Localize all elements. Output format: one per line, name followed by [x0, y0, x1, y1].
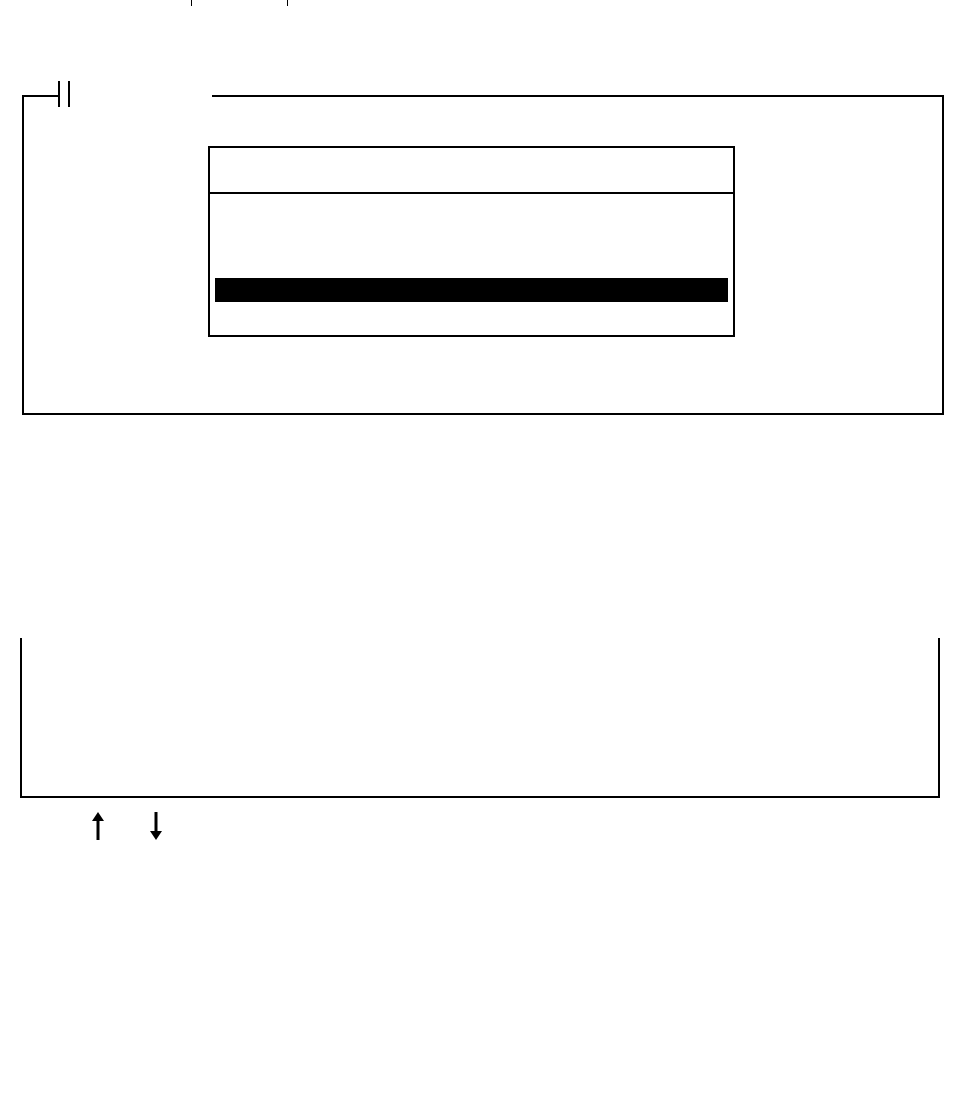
message-line — [215, 230, 728, 254]
audio-reader-screen-main-menu — [20, 638, 940, 798]
arrow-down-icon — [146, 812, 166, 840]
dialog-body — [210, 194, 733, 326]
window-title — [58, 81, 70, 107]
arrow-up-icon — [88, 812, 108, 840]
frame-top-right — [212, 95, 942, 97]
scan-mark-left — [191, 0, 192, 6]
option-skip-update[interactable] — [215, 278, 728, 302]
dialog-title — [210, 148, 733, 194]
message-line — [215, 206, 728, 230]
option-update-database[interactable] — [215, 302, 728, 326]
message-line — [215, 254, 728, 278]
scan-mark-right — [287, 0, 288, 6]
audio-reader-screen-update-prompt — [22, 95, 944, 415]
frame-top-left — [24, 95, 58, 97]
cd-database-dialog — [208, 146, 735, 337]
